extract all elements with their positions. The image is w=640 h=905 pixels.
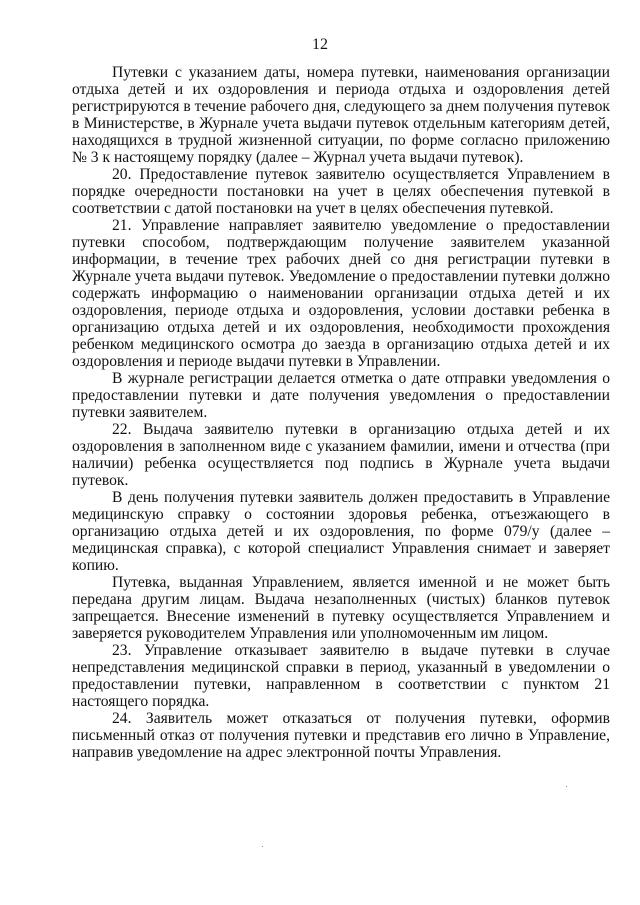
paragraph-named-voucher: Путевка, выданная Управлением, является именной и не может быть передана другим лицам. Выдача незаполненных (чистых) бланков путевок запрещается. Внесение изменений в путевку осуществляется Управлением и заверяется руководителем Управления или уполномоченным им лицом. (72, 574, 610, 642)
document-body (72, 64, 610, 761)
paragraph-23: 23. Управление отказывает заявителю в выдаче путевки в случае непредставления медицинской справки в период, указанный в уведомлении о предоставлении путевки, направленном в соответствии с пунктом 21 настоящего порядка. (72, 642, 610, 710)
paragraph-registration: Путевки с указанием даты, номера путевки, наименования организации отдыха детей и их оздоровления и периода отдыха и оздоровления детей регистрируются в течение рабочего дня, следующего за днем получения путевок в Министерстве, в Журнале учета выдачи путевок отдельным категориям детей, находящихся в трудной жизненной ситуации, по форме согласно приложению № 3 к настоящему порядку (далее – Журнал учета выдачи путевок). (72, 64, 610, 166)
paragraph-22: 22. Выдача заявителю путевки в организацию отдыха детей и их оздоровления в заполненном виде с указанием фамилии, имени и отчества (при наличии) ребенка осуществляется под подпись в Журнале учета выдачи путевок. (72, 421, 610, 489)
paragraph-24: 24. Заявитель может отказаться от получения путевки, оформив письменный отказ от получения путевки и представив его лично в Управление, направив уведомление на адрес электронной почты Управления. (72, 710, 610, 761)
page-number: 12 (312, 36, 328, 53)
paragraph-medical-certificate: В день получения путевки заявитель должен предоставить в Управление медицинскую справку о состоянии здоровья ребенка, отъезжающего в организацию отдыха детей и их оздоровления, по форме 079/у (далее – медицинская справка), с которой специалист Управления снимает и заверяет копию. (72, 489, 610, 574)
scan-speck (262, 846, 263, 847)
paragraph-journal-note: В журнале регистрации делается отметка о дате отправки уведомления о предоставлении путевки и дате получения уведомления о предоставлении путевки заявителем. (72, 370, 610, 421)
scan-speck (566, 786, 567, 787)
paragraph-21: 21. Управление направляет заявителю уведомление о предоставлении путевки способом, подтверждающим получение заявителем указанной информации, в течение трех рабочих дней со дня регистрации путевки в Журнале учета выдачи путевок. Уведомление о предоставлении путевки должно содержать информацию о наименовании организации отдыха детей и их оздоровления, периоде отдыха и оздоровления, условии доставки ребенка в организацию отдыха детей и их оздоровления, необходимости прохождения ребенком медицинского осмотра до заезда в организацию отдыха детей и их оздоровления и периоде выдачи путевки в Управлении. (72, 217, 610, 370)
paragraph-20: 20. Предоставление путевок заявителю осуществляется Управлением в порядке очередности постановки на учет в целях обеспечения путевкой в соответствии с датой постановки на учет в целях обеспечения путевкой. (72, 166, 610, 217)
